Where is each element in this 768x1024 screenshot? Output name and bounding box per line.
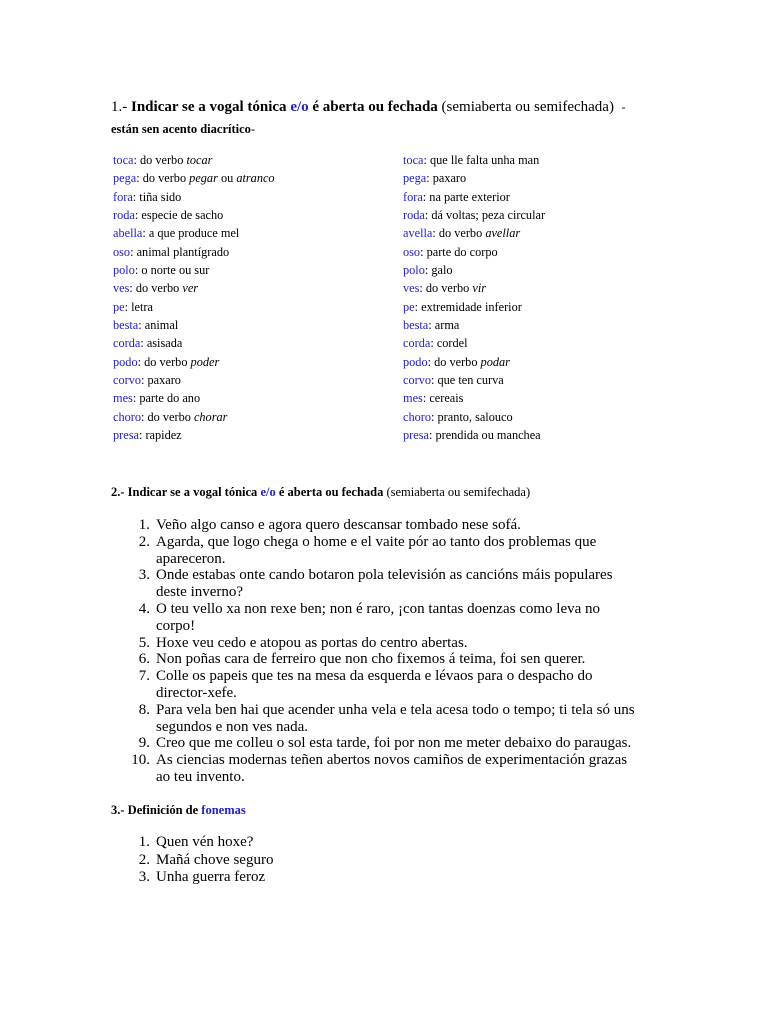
sentence-item <box>100 702 660 736</box>
word-term: presa <box>403 428 429 443</box>
word-row <box>403 188 545 206</box>
sentence-item <box>100 668 660 702</box>
sentence-item <box>100 752 660 786</box>
word-separator: : <box>426 171 430 186</box>
word-definition: do verbo <box>434 354 478 369</box>
word-separator: : <box>427 354 432 369</box>
word-term: pega <box>113 171 137 186</box>
word-row <box>403 243 545 261</box>
word-definition: o norte ou sur <box>141 263 210 278</box>
word-definition: paxaro <box>432 171 467 186</box>
phrase-list <box>100 834 500 887</box>
word-row <box>403 206 545 224</box>
word-row <box>403 224 545 242</box>
word-definition: paxaro <box>147 373 181 388</box>
word-term: pe <box>403 299 415 314</box>
word-definition: dá voltas; peza circular <box>431 208 546 223</box>
sentence-number: 2. <box>138 533 150 550</box>
word-separator: : <box>138 318 142 333</box>
word-definition: na parte exterior <box>429 189 510 204</box>
sentence-number: 10. <box>131 752 150 769</box>
word-term: corvo <box>113 373 141 388</box>
word-row <box>113 188 275 206</box>
word-definition: parte do corpo <box>426 244 498 259</box>
word-definition-verb: tocar <box>186 153 213 167</box>
word-term: roda <box>113 208 135 223</box>
word-definition-verb: avellar <box>485 226 521 241</box>
word-term: presa <box>113 428 139 443</box>
word-definition: que ten curva <box>437 373 504 388</box>
sentence-line: As ciencias modernas teñen abertos novos camiños de experimentación grazas <box>156 752 628 769</box>
word-definition: a que produce mel <box>148 226 240 241</box>
word-term: fora <box>403 189 423 204</box>
sentence-number: 9. <box>138 735 150 752</box>
word-term: choro <box>403 409 431 424</box>
word-definition: pranto, salouco <box>437 409 513 424</box>
sentence-number: 3. <box>138 567 150 584</box>
section-3-number: 3.- <box>111 803 125 817</box>
phrase-number: 2. <box>138 851 150 868</box>
section-2-title-paren: (semiaberta ou semifechada) <box>386 485 531 499</box>
sentence-number: 4. <box>138 600 150 617</box>
word-separator: : <box>141 409 145 424</box>
word-definition-verb: chorar <box>193 409 228 424</box>
sentence-number: 6. <box>138 651 150 668</box>
word-term: ves <box>403 281 420 296</box>
word-term: podo <box>403 354 428 369</box>
word-separator: : <box>422 189 427 204</box>
sentence-line: director-xefe. <box>156 684 237 701</box>
word-definition: parte do ano <box>139 391 201 406</box>
word-definition: animal plantígrado <box>136 244 230 259</box>
word-separator: : <box>132 391 137 406</box>
word-row <box>113 371 275 389</box>
word-term: pe <box>113 299 125 314</box>
word-list-right <box>403 151 545 445</box>
word-separator: : <box>428 318 432 333</box>
word-row <box>113 408 275 426</box>
word-term: abella <box>113 226 143 241</box>
word-term: corda <box>403 336 431 351</box>
word-term: besta <box>403 318 429 333</box>
word-definition: rapidez <box>145 428 182 443</box>
word-definition: arma <box>434 318 460 333</box>
word-separator: : <box>423 153 427 167</box>
sentence-line: ao teu invento. <box>156 768 245 785</box>
word-row <box>403 389 545 407</box>
word-separator: : <box>430 336 434 351</box>
word-separator: : <box>141 373 145 388</box>
sentence-line: apareceron. <box>156 550 226 567</box>
word-row <box>113 151 275 169</box>
word-separator: : <box>420 244 424 259</box>
word-definition-verb: poder <box>190 354 220 369</box>
word-list-left <box>113 151 275 445</box>
sentence-number: 5. <box>138 634 150 651</box>
word-definition: do verbo <box>147 409 191 424</box>
sentence-line: Veño algo canso e agora quero descansar tombado nese sofá. <box>156 517 521 533</box>
word-term: choro <box>113 409 141 424</box>
word-term: toca <box>403 153 424 167</box>
word-separator: : <box>129 281 133 296</box>
word-definition: especie de sacho <box>141 208 224 223</box>
sentence-line: Para vela ben hai que acender unha vela e tela acesa todo o tempo; ti tela só uns <box>156 701 635 718</box>
word-definition-alt: atranco <box>236 171 275 186</box>
word-term: besta <box>113 318 139 333</box>
word-separator: : <box>142 226 146 241</box>
word-row <box>113 334 275 352</box>
sentence-item <box>100 735 660 752</box>
word-definition: galo <box>431 263 453 278</box>
sentence-line: deste inverno? <box>156 584 244 601</box>
sentence-line: corpo! <box>156 617 196 634</box>
word-row <box>403 298 545 316</box>
word-separator: : <box>424 263 429 278</box>
word-row <box>403 426 545 444</box>
word-definition: do verbo <box>142 171 187 186</box>
sentence-line: Hoxe veu cedo e atopou as portas do centro abertas. <box>156 634 468 651</box>
section-3-title-word: fonemas <box>201 803 246 817</box>
word-term: avella <box>403 226 433 241</box>
section-3-title <box>111 803 246 818</box>
sentence-item <box>100 635 660 652</box>
sentence-number: 1. <box>138 517 150 533</box>
word-separator: : <box>424 208 429 223</box>
word-row <box>403 261 545 279</box>
section-2-title-letters: e/o <box>260 485 276 499</box>
word-term: pega <box>403 171 427 186</box>
section-2-title-b: é aberta ou fechada <box>278 485 384 499</box>
word-row <box>113 169 275 187</box>
word-term: fora <box>113 189 133 204</box>
section-1-title <box>111 99 625 116</box>
word-term: ves <box>113 281 130 296</box>
phrase-item <box>100 852 500 870</box>
word-term: roda <box>403 208 425 223</box>
word-definition: tiña sido <box>139 189 182 204</box>
section-1-title-b: é aberta ou fechada <box>312 99 438 115</box>
section-1-subtitle-text: están sen acento diacrítico <box>111 122 251 136</box>
section-1-title-paren: (semiaberta ou semifechada) <box>441 99 614 115</box>
section-3-title-a: Definición de <box>127 803 199 817</box>
word-separator: : <box>432 226 436 241</box>
section-2-title-a: Indicar se a vogal tónica <box>127 485 258 499</box>
word-separator: : <box>134 208 139 223</box>
word-term: corvo <box>403 373 431 388</box>
word-separator: : <box>136 171 140 186</box>
word-term: mes <box>403 391 423 406</box>
word-row <box>113 206 275 224</box>
phrase-number: 3. <box>138 869 150 885</box>
word-row <box>113 243 275 261</box>
word-separator: : <box>428 428 433 443</box>
sentence-list <box>100 517 660 786</box>
sentence-line: segundos e non ves nada. <box>156 718 309 735</box>
word-term: toca <box>113 153 134 167</box>
word-definition: prendida ou manchea <box>435 428 541 443</box>
sentence-line: O teu vello xa non rexe ben; non é raro, ¡con tantas doenzas como leva no <box>156 600 601 617</box>
word-row <box>113 279 275 297</box>
word-definition-connector: ou <box>220 171 234 186</box>
section-1-title-a: Indicar se a vogal tónica <box>131 99 287 115</box>
word-row <box>113 298 275 316</box>
word-separator: : <box>132 189 137 204</box>
sentence-item <box>100 534 660 568</box>
word-row <box>403 151 545 169</box>
word-separator: : <box>422 391 427 406</box>
word-definition: letra <box>131 299 153 314</box>
word-definition: do verbo <box>135 281 180 296</box>
word-row <box>113 224 275 242</box>
word-term: oso <box>403 244 421 259</box>
word-row <box>403 353 545 371</box>
section-1-title-dash: - <box>621 100 626 114</box>
word-definition: asisada <box>146 336 183 351</box>
word-row <box>113 353 275 371</box>
word-separator: : <box>431 409 435 424</box>
word-definition-verb: pegar <box>189 171 218 186</box>
sentence-line: Onde estabas onte cando botaron pola televisión as cancións máis populares <box>156 567 613 584</box>
phrase-item <box>100 834 500 852</box>
word-definition: do verbo <box>144 354 188 369</box>
word-row <box>113 426 275 444</box>
section-2-title <box>111 485 530 500</box>
sentence-line: Agarda, que logo chega o home e el vaite pór ao tanto dos problemas que <box>156 533 597 550</box>
word-row <box>113 389 275 407</box>
section-1-subtitle-dash: - <box>250 122 256 136</box>
word-row <box>403 334 545 352</box>
word-term: polo <box>113 263 135 278</box>
phrase-text: Quen vén hoxe? <box>156 834 254 850</box>
word-definition: animal <box>144 318 179 333</box>
sentence-number: 8. <box>138 701 150 718</box>
word-separator: : <box>134 263 139 278</box>
word-term: podo <box>113 354 138 369</box>
word-separator: : <box>419 281 423 296</box>
word-separator: : <box>124 299 129 314</box>
phrase-text: Unha guerra feroz <box>156 869 266 885</box>
word-term: oso <box>113 244 131 259</box>
word-row <box>403 316 545 334</box>
word-separator: : <box>140 336 144 351</box>
word-definition: do verbo <box>438 226 483 241</box>
word-definition: do verbo <box>139 153 184 167</box>
word-row <box>113 316 275 334</box>
phrase-text: Mañá chove seguro <box>156 851 274 868</box>
sentence-item <box>100 601 660 635</box>
sentence-item <box>100 651 660 668</box>
word-definition-verb: podar <box>480 354 510 369</box>
word-row <box>403 169 545 187</box>
word-separator: : <box>414 299 419 314</box>
section-1-number: 1.- <box>111 99 128 115</box>
sentence-line: Non poñas cara de ferreiro que non cho fixemos á teima, foi sen querer. <box>156 651 586 668</box>
section-1-title-letters: e/o <box>290 99 309 115</box>
section-2-number: 2.- <box>111 485 125 499</box>
word-separator: : <box>138 428 143 443</box>
sentence-item <box>100 567 660 601</box>
word-definition: cereais <box>429 391 464 406</box>
word-term: corda <box>113 336 141 351</box>
sentence-line: Colle os papeis que tes na mesa da esquerda e lévaos para o despacho do <box>156 668 593 685</box>
sentence-number: 7. <box>138 668 150 685</box>
word-separator: : <box>133 153 137 167</box>
phrase-item <box>100 869 500 887</box>
word-definition: extremidade inferior <box>421 299 522 314</box>
word-row <box>113 261 275 279</box>
word-definition-verb: ver <box>182 281 199 296</box>
word-term: mes <box>113 391 133 406</box>
word-row <box>403 408 545 426</box>
word-separator: : <box>431 373 435 388</box>
word-definition-verb: vir <box>472 281 487 296</box>
word-separator: : <box>137 354 142 369</box>
section-1-subtitle <box>111 122 255 137</box>
word-definition: cordel <box>436 336 468 351</box>
sentence-line: Creo que me colleu o sol esta tarde, foi por non me meter debaixo do paraugas. <box>156 735 632 752</box>
word-row <box>403 371 545 389</box>
word-definition: do verbo <box>425 281 470 296</box>
sentence-item <box>100 517 660 534</box>
word-term: polo <box>403 263 425 278</box>
word-separator: : <box>130 244 134 259</box>
word-row <box>403 279 545 297</box>
phrase-number: 1. <box>138 834 150 850</box>
word-definition: que lle falta unha man <box>429 153 540 167</box>
